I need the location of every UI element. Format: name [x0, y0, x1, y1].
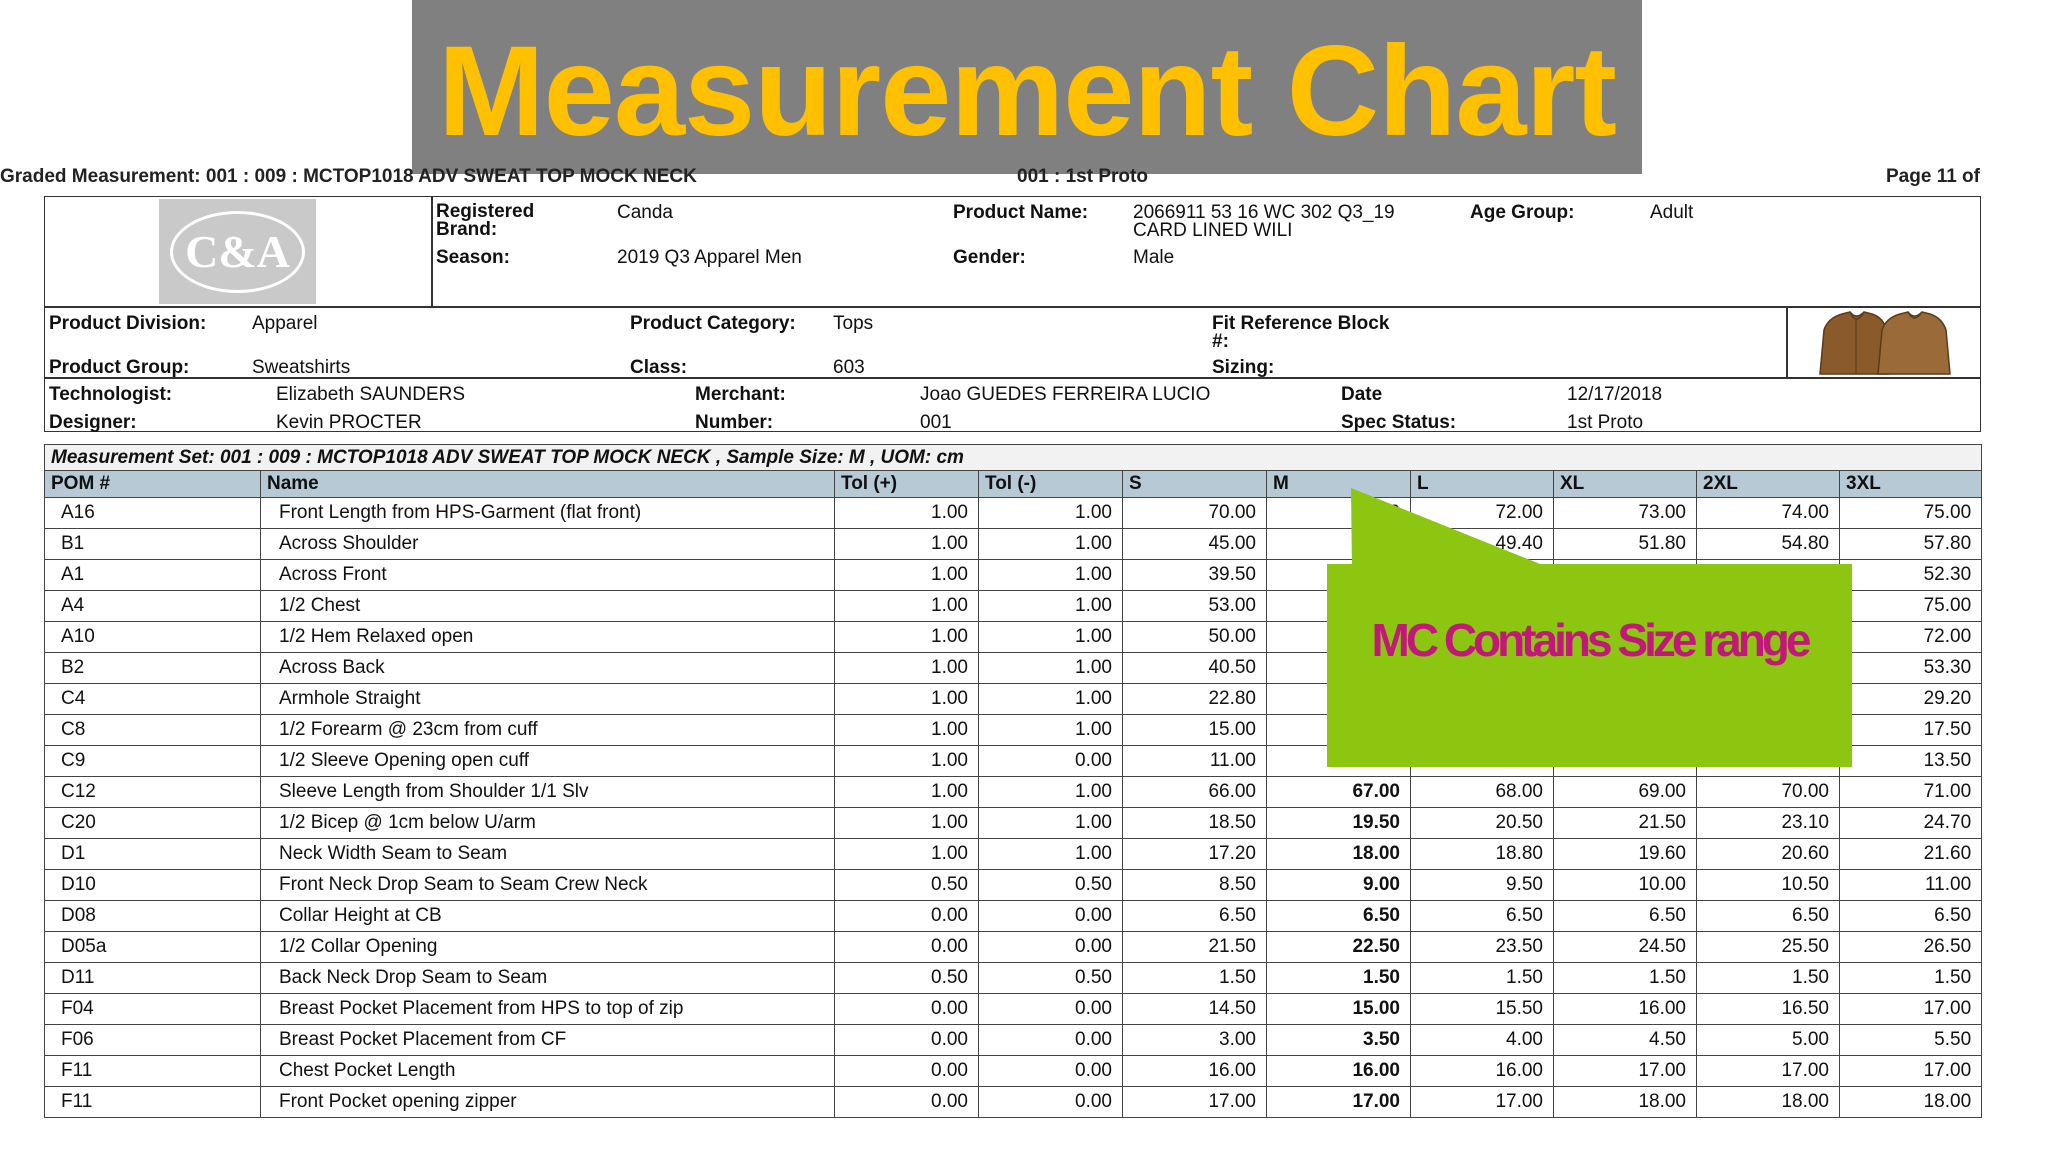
name-cell: Breast Pocket Placement from CF: [261, 1025, 835, 1056]
value-cell: 0.00: [835, 1056, 979, 1087]
season-label: Season:: [436, 247, 510, 268]
value-cell: 18.00: [1840, 1087, 1982, 1118]
value-cell: 17.50: [1840, 715, 1982, 746]
pom-cell: D08: [45, 901, 261, 932]
value-cell: 1.00: [835, 808, 979, 839]
name-cell: Neck Width Seam to Seam: [261, 839, 835, 870]
value-cell: 1.00: [979, 715, 1123, 746]
value-cell: 69.00: [1554, 777, 1697, 808]
value-cell: 1.00: [835, 653, 979, 684]
value-cell: 6.50: [1840, 901, 1982, 932]
value-cell: 39.50: [1123, 560, 1267, 591]
registered-brand-label: Registered Brand:: [436, 201, 535, 240]
name-cell: Front Length from HPS-Garment (flat front): [261, 498, 835, 529]
value-cell: 40.50: [1123, 653, 1267, 684]
doc-header-center: 001 : 1st Proto: [1017, 166, 1148, 187]
value-cell: 1.00: [979, 498, 1123, 529]
gender-value: Male: [1133, 247, 1175, 268]
value-cell: 21.50: [1123, 932, 1267, 963]
value-cell: 73.00: [1554, 498, 1697, 529]
gender-label: Gender:: [953, 247, 1026, 268]
value-cell: 18.00: [1554, 1087, 1697, 1118]
value-cell: 67.00: [1267, 777, 1411, 808]
value-cell: 23.50: [1411, 932, 1554, 963]
pom-cell: D10: [45, 870, 261, 901]
name-cell: Across Front: [261, 560, 835, 591]
value-cell: 0.00: [835, 1025, 979, 1056]
value-cell: 0.00: [979, 1025, 1123, 1056]
value-cell: 14.50: [1123, 994, 1267, 1025]
column-header: XL: [1554, 471, 1697, 498]
value-cell: 15.50: [1411, 994, 1554, 1025]
value-cell: 6.50: [1123, 901, 1267, 932]
value-cell: 11.00: [1123, 746, 1267, 777]
value-cell: 1.50: [1411, 963, 1554, 994]
value-cell: 0.50: [835, 963, 979, 994]
value-cell: 1.50: [1123, 963, 1267, 994]
value-cell: 1.50: [1267, 963, 1411, 994]
value-cell: 0.50: [979, 963, 1123, 994]
value-cell: 1.00: [835, 684, 979, 715]
merchant-label: Merchant:: [695, 384, 786, 405]
value-cell: 17.00: [1840, 1056, 1982, 1087]
value-cell: 19.50: [1267, 808, 1411, 839]
value-cell: 21.50: [1554, 808, 1697, 839]
product-name-value-2: CARD LINED WILI: [1133, 220, 1293, 241]
column-header: Tol (-): [979, 471, 1123, 498]
fit-reference-label-2: #:: [1212, 331, 1229, 352]
value-cell: 24.50: [1554, 932, 1697, 963]
value-cell: 17.00: [1411, 1087, 1554, 1118]
value-cell: 1.00: [979, 529, 1123, 560]
value-cell: 45.00: [1123, 529, 1267, 560]
value-cell: 1.00: [835, 591, 979, 622]
value-cell: 72.00: [1411, 498, 1554, 529]
value-cell: 66.00: [1123, 777, 1267, 808]
product-category-value: Tops: [833, 313, 874, 334]
value-cell: 29.20: [1840, 684, 1982, 715]
value-cell: 52.30: [1840, 560, 1982, 591]
name-cell: Across Shoulder: [261, 529, 835, 560]
value-cell: 71.00: [1840, 777, 1982, 808]
value-cell: 1.00: [835, 498, 979, 529]
pom-cell: D11: [45, 963, 261, 994]
value-cell: 1.00: [979, 808, 1123, 839]
value-cell: 57.80: [1840, 529, 1982, 560]
value-cell: 1.00: [835, 715, 979, 746]
value-cell: 1.00: [835, 529, 979, 560]
value-cell: 1.00: [979, 777, 1123, 808]
name-cell: Sleeve Length from Shoulder 1/1 Slv: [261, 777, 835, 808]
value-cell: 0.50: [979, 870, 1123, 901]
value-cell: 17.00: [1840, 994, 1982, 1025]
value-cell: 53.30: [1840, 653, 1982, 684]
value-cell: 6.50: [1697, 901, 1840, 932]
product-group-label: Product Group:: [49, 357, 190, 378]
pom-cell: F06: [45, 1025, 261, 1056]
name-cell: Across Back: [261, 653, 835, 684]
value-cell: 75.00: [1840, 498, 1982, 529]
column-header: Name: [261, 471, 835, 498]
pom-cell: C8: [45, 715, 261, 746]
value-cell: 16.00: [1554, 994, 1697, 1025]
doc-header-right: Page 11 of: [1886, 166, 1980, 187]
name-cell: Front Pocket opening zipper: [261, 1087, 835, 1118]
value-cell: 13.50: [1840, 746, 1982, 777]
value-cell: 25.50: [1697, 932, 1840, 963]
pom-cell: F11: [45, 1056, 261, 1087]
value-cell: 70.00: [1123, 498, 1267, 529]
logo-text: C&A: [185, 226, 290, 277]
pom-cell: C9: [45, 746, 261, 777]
value-cell: 1.00: [979, 622, 1123, 653]
column-header: Tol (+): [835, 471, 979, 498]
pom-cell: C20: [45, 808, 261, 839]
value-cell: 1.50: [1697, 963, 1840, 994]
value-cell: 51.80: [1554, 529, 1697, 560]
age-group-label: Age Group:: [1470, 202, 1575, 223]
name-cell: Breast Pocket Placement from HPS to top of zip: [261, 994, 835, 1025]
value-cell: 18.00: [1267, 839, 1411, 870]
date-label: Date: [1341, 384, 1383, 405]
pom-cell: B1: [45, 529, 261, 560]
value-cell: 72.00: [1840, 622, 1982, 653]
date-value: 12/17/2018: [1567, 384, 1663, 405]
pom-cell: B2: [45, 653, 261, 684]
pom-cell: D1: [45, 839, 261, 870]
sizing-label: Sizing:: [1212, 357, 1275, 378]
fit-reference-label: Fit Reference Block: [1212, 313, 1390, 334]
value-cell: 1.00: [835, 560, 979, 591]
product-name-label: Product Name:: [953, 202, 1089, 223]
name-cell: Chest Pocket Length: [261, 1056, 835, 1087]
value-cell: 17.00: [1697, 1056, 1840, 1087]
value-cell: 0.00: [979, 1056, 1123, 1087]
value-cell: 0.00: [979, 932, 1123, 963]
column-header: POM #: [45, 471, 261, 498]
value-cell: 68.00: [1411, 777, 1554, 808]
pom-cell: A4: [45, 591, 261, 622]
value-cell: 1.00: [979, 560, 1123, 591]
column-header: S: [1123, 471, 1267, 498]
name-cell: 1/2 Chest: [261, 591, 835, 622]
value-cell: 1.00: [979, 653, 1123, 684]
callout-text: MC Contains Size range: [1371, 614, 1808, 666]
product-division-value: Apparel: [252, 313, 318, 334]
value-cell: 1.00: [835, 746, 979, 777]
value-cell: 3.50: [1267, 1025, 1411, 1056]
value-cell: 0.00: [979, 746, 1123, 777]
value-cell: 1.00: [835, 839, 979, 870]
value-cell: 50.00: [1123, 622, 1267, 653]
season-value: 2019 Q3 Apparel Men: [617, 247, 802, 268]
value-cell: 0.00: [835, 1087, 979, 1118]
value-cell: 6.50: [1411, 901, 1554, 932]
value-cell: 0.00: [979, 994, 1123, 1025]
value-cell: 19.60: [1554, 839, 1697, 870]
name-cell: 1/2 Hem Relaxed open: [261, 622, 835, 653]
value-cell: 0.00: [979, 901, 1123, 932]
pom-cell: C4: [45, 684, 261, 715]
number-label: Number:: [695, 412, 774, 433]
value-cell: 17.20: [1123, 839, 1267, 870]
value-cell: 17.00: [1554, 1056, 1697, 1087]
product-name-value-1: 2066911 53 16 WC 302 Q3_19: [1133, 202, 1395, 223]
name-cell: Front Neck Drop Seam to Seam Crew Neck: [261, 870, 835, 901]
value-cell: 21.60: [1840, 839, 1982, 870]
pom-cell: A10: [45, 622, 261, 653]
registered-brand-value: Canda: [617, 202, 673, 223]
value-cell: 16.00: [1123, 1056, 1267, 1087]
measurement-set-row: Measurement Set: 001 : 009 : MCTOP1018 ADV SWEAT TOP MOCK NECK , Sample Size: M , UOM: cm: [45, 445, 1982, 471]
value-cell: 16.50: [1697, 994, 1840, 1025]
value-cell: 4.50: [1554, 1025, 1697, 1056]
product-group-value: Sweatshirts: [252, 357, 351, 378]
doc-header-left: Graded Measurement: 001 : 009 : MCTOP1018 ADV SWEAT TOP MOCK NECK: [0, 166, 697, 187]
number-value: 001: [920, 412, 952, 433]
value-cell: 6.50: [1267, 901, 1411, 932]
name-cell: 1/2 Collar Opening: [261, 932, 835, 963]
value-cell: 1.50: [1554, 963, 1697, 994]
value-cell: 16.00: [1411, 1056, 1554, 1087]
spec-status-value: 1st Proto: [1567, 412, 1644, 433]
value-cell: 53.00: [1123, 591, 1267, 622]
value-cell: 1.00: [835, 622, 979, 653]
pom-cell: A1: [45, 560, 261, 591]
value-cell: 75.00: [1840, 591, 1982, 622]
pom-cell: C12: [45, 777, 261, 808]
value-cell: 0.50: [835, 870, 979, 901]
value-cell: 8.50: [1123, 870, 1267, 901]
value-cell: 17.00: [1123, 1087, 1267, 1118]
pom-cell: F04: [45, 994, 261, 1025]
designer-value: Kevin PROCTER: [276, 412, 422, 433]
value-cell: 74.00: [1697, 498, 1840, 529]
value-cell: 1.50: [1840, 963, 1982, 994]
column-header: 3XL: [1840, 471, 1982, 498]
pom-cell: A16: [45, 498, 261, 529]
spec-status-label: Spec Status:: [1341, 412, 1457, 433]
name-cell: 1/2 Sleeve Opening open cuff: [261, 746, 835, 777]
value-cell: 15.00: [1267, 994, 1411, 1025]
value-cell: 5.50: [1840, 1025, 1982, 1056]
value-cell: 26.50: [1840, 932, 1982, 963]
value-cell: 10.00: [1554, 870, 1697, 901]
value-cell: 6.50: [1554, 901, 1697, 932]
value-cell: 0.00: [835, 901, 979, 932]
value-cell: 3.00: [1123, 1025, 1267, 1056]
value-cell: 15.00: [1123, 715, 1267, 746]
value-cell: 11.00: [1840, 870, 1982, 901]
value-cell: 1.00: [979, 839, 1123, 870]
class-value: 603: [833, 357, 865, 378]
value-cell: 22.50: [1267, 932, 1411, 963]
name-cell: Back Neck Drop Seam to Seam: [261, 963, 835, 994]
name-cell: Collar Height at CB: [261, 901, 835, 932]
column-header: M: [1267, 471, 1411, 498]
name-cell: Armhole Straight: [261, 684, 835, 715]
value-cell: 4.00: [1411, 1025, 1554, 1056]
product-division-label: Product Division:: [49, 313, 207, 334]
age-group-value: Adult: [1650, 202, 1694, 223]
value-cell: 20.60: [1697, 839, 1840, 870]
value-cell: 18.80: [1411, 839, 1554, 870]
value-cell: 16.00: [1267, 1056, 1411, 1087]
value-cell: 70.00: [1697, 777, 1840, 808]
value-cell: 10.50: [1697, 870, 1840, 901]
pom-cell: D05a: [45, 932, 261, 963]
technologist-label: Technologist:: [49, 384, 173, 405]
value-cell: 1.00: [835, 777, 979, 808]
value-cell: 24.70: [1840, 808, 1982, 839]
designer-label: Designer:: [49, 412, 137, 433]
column-header: 2XL: [1697, 471, 1840, 498]
value-cell: 49.40: [1411, 529, 1554, 560]
name-cell: 1/2 Forearm @ 23cm from cuff: [261, 715, 835, 746]
value-cell: 18.50: [1123, 808, 1267, 839]
value-cell: 18.00: [1697, 1087, 1840, 1118]
value-cell: 0.00: [979, 1087, 1123, 1118]
value-cell: 5.00: [1697, 1025, 1840, 1056]
page-title: Measurement Chart: [438, 20, 1616, 163]
value-cell: 9.50: [1411, 870, 1554, 901]
merchant-value: Joao GUEDES FERREIRA LUCIO: [920, 384, 1211, 405]
value-cell: 0.00: [835, 932, 979, 963]
value-cell: 20.50: [1411, 808, 1554, 839]
value-cell: 17.00: [1267, 1087, 1411, 1118]
technologist-value: Elizabeth SAUNDERS: [276, 384, 466, 405]
value-cell: 22.80: [1123, 684, 1267, 715]
value-cell: 1.00: [979, 591, 1123, 622]
column-header: L: [1411, 471, 1554, 498]
value-cell: 9.00: [1267, 870, 1411, 901]
value-cell: 1.00: [979, 684, 1123, 715]
pom-cell: F11: [45, 1087, 261, 1118]
product-category-label: Product Category:: [630, 313, 796, 334]
value-cell: 54.80: [1697, 529, 1840, 560]
value-cell: 23.10: [1697, 808, 1840, 839]
value-cell: 0.00: [835, 994, 979, 1025]
class-label: Class:: [630, 357, 688, 378]
name-cell: 1/2 Bicep @ 1cm below U/arm: [261, 808, 835, 839]
